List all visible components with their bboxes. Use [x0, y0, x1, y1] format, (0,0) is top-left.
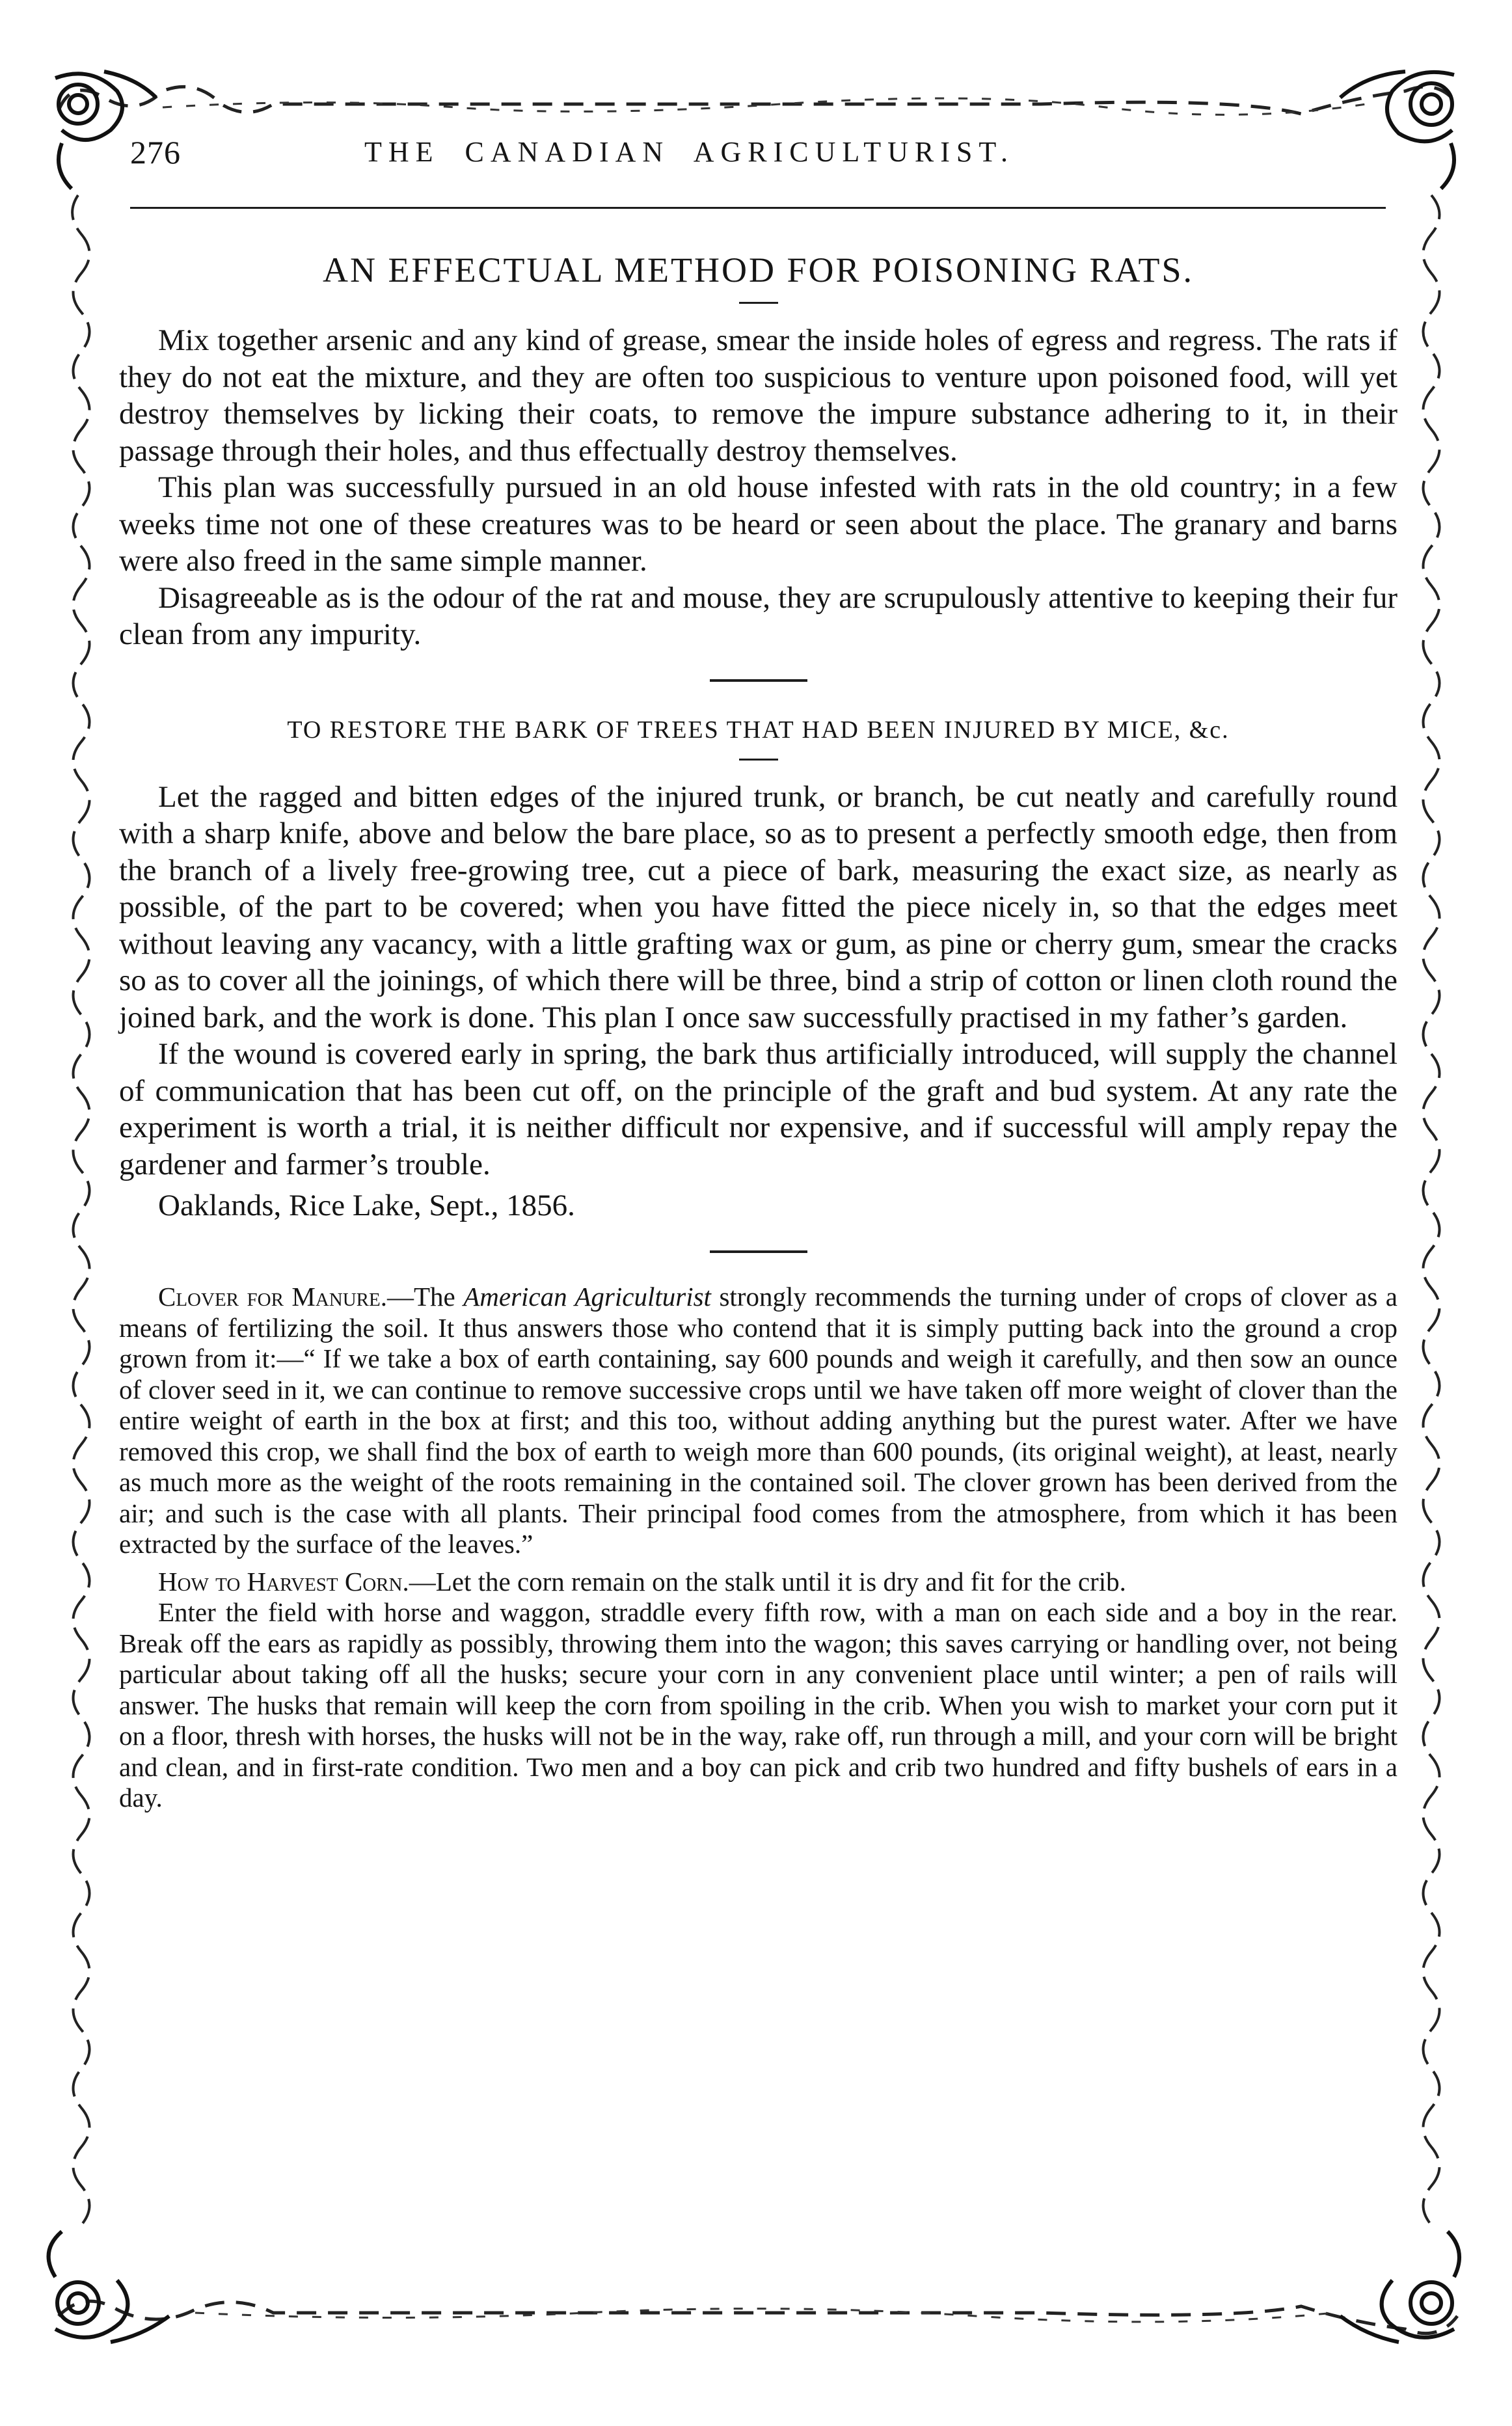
- top-border-line: [163, 98, 1366, 115]
- paragraph: This plan was successfully pursued in an old house infested with rats in the old country; in a few weeks time not one of these creatures was to be heard or seen about the place. The granary and barns were also freed in the same simple manner.: [119, 470, 1397, 578]
- dateline: Oaklands, Rice Lake, Sept., 1856.: [158, 1189, 575, 1222]
- source-name: American Agriculturist: [463, 1282, 711, 1312]
- run-in-heading: Clover for Manure.: [158, 1282, 387, 1312]
- paragraph: Let the ragged and bitten edges of the injured trunk, or branch, be cut neatly and carefully round with a sharp knife, above and below the bare place, so as to present a perfectly smooth edge, then from the branch of a lively free-growing tree, cut a piece of bark, measuring the exact size, as nearly as possible, of the part to be covered; when you have fitted the piece nicely in, so that the edges meet without leaving any vacancy, with a little grafting wax or gum, as pine or cherry gum, smear the cracks so as to cover all the joinings, of which there will be three, bind a strip of cotton or linen cloth round the joined bark, and the work is done. This plan I once saw successfully practised in my father’s garden.: [119, 779, 1397, 1034]
- running-title: THE CANADIAN AGRICULTURIST.: [364, 136, 1014, 168]
- paragraph: If the wound is covered early in spring, the bark thus artificially introduced, will supply the channel of communication that has been cut off, on the principle of the graft and bud system. At any rate the experiment is worth a trial, it is neither difficult nor expensive, and if successful will amply repay the gardener and farmer’s trouble.: [119, 1037, 1397, 1181]
- page-number: 276: [130, 134, 181, 170]
- header-rule: [130, 207, 1386, 209]
- page-body: [119, 247, 1397, 1814]
- text-span: —The: [387, 1282, 464, 1312]
- title-rule: [739, 759, 778, 761]
- article-title-bark: TO RESTORE THE BARK OF TREES THAT HAD BEEN INJURED BY MICE, &c.: [287, 716, 1230, 744]
- title-rule: [739, 302, 778, 304]
- top-border-flourish: [59, 87, 1457, 114]
- paragraph: Disagreeable as is the odour of the rat and mouse, they are scrupulously attentive to keeping their fur clean from any impurity.: [119, 580, 1397, 651]
- article-title-rats: AN EFFECTUAL METHOD FOR POISONING RATS.: [322, 250, 1195, 290]
- text-span: strongly recommends the turning under of crops of clover as a means of fertilizing the soil. It thus answers those who contend that it is simply putting back into the ground a crop grown from it:—“ If we take a box of earth containing, say 600 pounds and weigh it carefully, and then sow an ounce of clover seed in it, we can continue to remove successive crops until we have taken off more weight of clover than the entire weight of earth in the box at first; and this too, without adding anything but the purest water. After we have removed this crop, we shall find the box of earth to weigh more than 600 pounds, (its original weight), at least, nearly as much more as the weight of the roots remaining in the contained soil. The clover grown has been derived from the air; and such is the case with all plants. Their principal food comes from the atmosphere, from which it has been extracted by the surface of the leaves.”: [119, 1282, 1397, 1559]
- paragraph: Enter the field with horse and waggon, straddle every fifth row, with a man on each side and a boy in the rear. Break off the ears as rapidly as possibly, throwing them into the wagon; this saves carrying or handling over, not being particular about taking off all the husks; secure your corn in any convenient place until winter; a pen of rails will answer. The husks that remain will keep the corn from spoiling in the crib. When you wish to market your corn put it on a floor, thresh with horses, the husks will not be in the way, rake off, run through a mill, and your corn will be bright and clean, and in first-rate condition. Two men and a boy can pick and crib two hundred and fifty bushels of ears in a day.: [119, 1597, 1397, 1813]
- corner-ornament-top-left: [55, 72, 156, 189]
- bottom-border-flourish: [59, 2301, 1457, 2334]
- section-divider: [710, 1250, 807, 1253]
- left-border-wave: [72, 195, 89, 2225]
- paragraph-corn: [119, 1567, 1397, 1598]
- paragraph-clover: [119, 1282, 1397, 1560]
- right-border-wave: [1424, 195, 1440, 2225]
- paragraph: Mix together arsenic and any kind of grease, smear the inside holes of egress and regress. The rats if they do not eat the mixture, and they are often too suspicious to venture upon poisoned food, will yet destroy themselves by licking their coats, to remove the impure substance adhering to it, in their passage through their holes, and thus effectually destroy themselves.: [119, 323, 1397, 468]
- run-in-heading: How to Harvest Corn.: [158, 1566, 409, 1597]
- corner-ornament-bottom-right: [1340, 2231, 1459, 2342]
- section-divider: [710, 679, 807, 682]
- corner-ornament-bottom-left: [49, 2231, 169, 2342]
- bottom-border-line: [195, 2309, 1334, 2322]
- text-span: —Let the corn remain on the stalk until it is dry and fit for the crib.: [409, 1566, 1126, 1597]
